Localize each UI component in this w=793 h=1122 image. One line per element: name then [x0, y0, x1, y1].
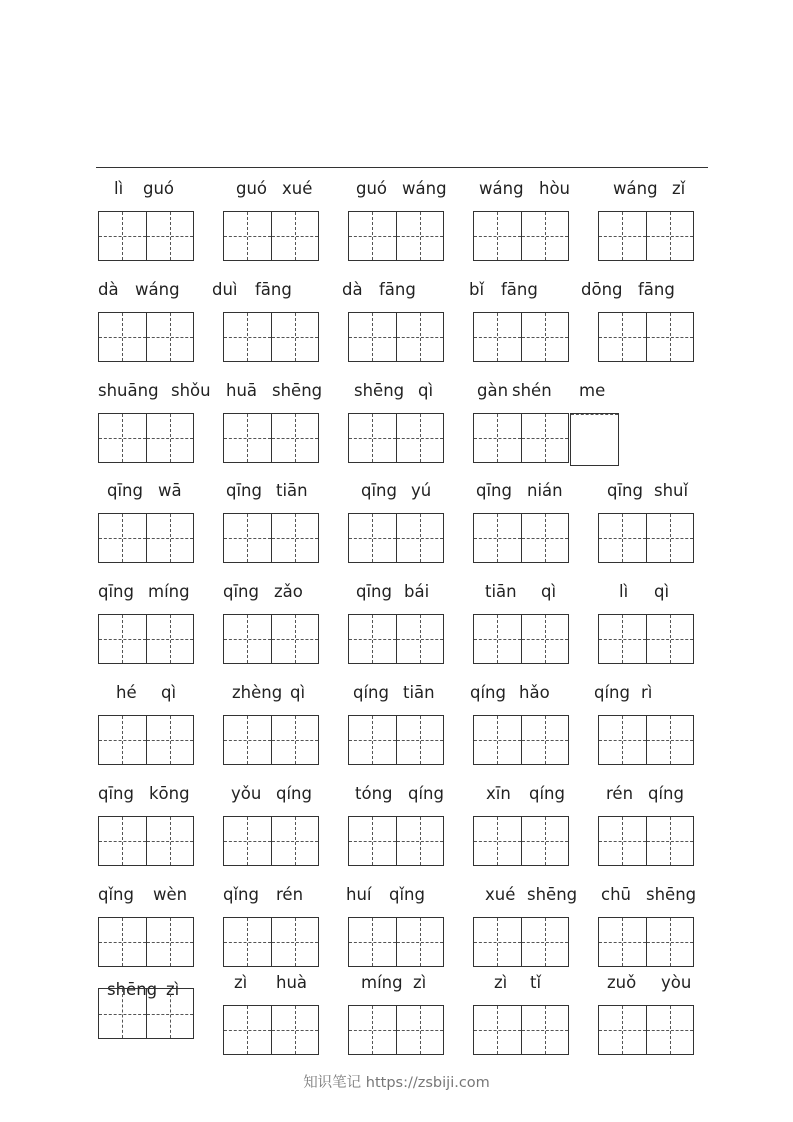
pinyin-syllable: shēng — [527, 885, 578, 904]
writing-cell — [474, 1006, 521, 1054]
writing-cell — [599, 716, 646, 764]
writing-box[interactable] — [223, 614, 319, 664]
writing-box[interactable] — [98, 211, 194, 261]
pinyin-syllable: zì — [413, 973, 427, 992]
writing-cell — [521, 212, 569, 260]
pinyin-syllable: qì — [290, 683, 306, 702]
writing-box[interactable] — [348, 715, 444, 765]
pinyin-syllable: míng — [361, 973, 403, 992]
pinyin-syllable: shuāng — [98, 381, 159, 400]
writing-cell — [224, 313, 271, 361]
writing-cell — [349, 212, 396, 260]
writing-cell — [271, 212, 319, 260]
writing-cell — [349, 918, 396, 966]
pinyin-syllable: shēng — [354, 381, 405, 400]
writing-cell — [349, 716, 396, 764]
pinyin-syllable: qīng — [107, 481, 143, 500]
writing-cell — [271, 817, 319, 865]
writing-cell — [99, 817, 146, 865]
writing-cell — [474, 615, 521, 663]
pinyin-syllable: qì — [654, 582, 670, 601]
writing-cell — [99, 989, 146, 1038]
writing-cell — [474, 716, 521, 764]
pinyin-syllable: qíng — [470, 683, 506, 702]
writing-cell — [646, 212, 694, 260]
pinyin-syllable: zhèng — [232, 683, 283, 702]
writing-cell — [396, 313, 444, 361]
writing-cell — [521, 615, 569, 663]
pinyin-syllable: rén — [606, 784, 634, 803]
writing-cell — [646, 1006, 694, 1054]
pinyin-syllable: dà — [342, 280, 363, 299]
writing-box[interactable] — [598, 816, 694, 866]
writing-cell — [599, 313, 646, 361]
writing-cell — [146, 918, 194, 966]
writing-cell — [474, 313, 521, 361]
pinyin-syllable: fāng — [638, 280, 675, 299]
writing-box[interactable] — [348, 1005, 444, 1055]
pinyin-syllable: qǐng — [389, 885, 425, 904]
writing-box[interactable] — [598, 917, 694, 967]
writing-box[interactable] — [223, 917, 319, 967]
writing-cell — [224, 514, 271, 562]
writing-cell — [271, 615, 319, 663]
pinyin-syllable: fāng — [255, 280, 292, 299]
writing-cell — [146, 817, 194, 865]
pinyin-syllable: hǎo — [519, 683, 550, 702]
pinyin-syllable: zǐ — [672, 179, 686, 198]
pinyin-syllable: wáng — [135, 280, 180, 299]
writing-box[interactable] — [223, 513, 319, 563]
writing-box[interactable] — [473, 614, 569, 664]
footer-watermark: 知识笔记 https://zsbiji.com — [303, 1075, 490, 1091]
writing-cell — [521, 414, 569, 462]
writing-box[interactable] — [348, 917, 444, 967]
writing-box[interactable] — [223, 312, 319, 362]
writing-cell — [646, 817, 694, 865]
pinyin-syllable: qì — [541, 582, 557, 601]
pinyin-syllable: lì — [619, 582, 629, 601]
pinyin-syllable: guó — [236, 179, 268, 198]
writing-box[interactable] — [598, 715, 694, 765]
pinyin-syllable: yǒu — [231, 784, 262, 803]
pinyin-syllable: qíng — [353, 683, 389, 702]
writing-box[interactable] — [348, 513, 444, 563]
writing-cell — [146, 414, 194, 462]
writing-cell — [646, 514, 694, 562]
pinyin-syllable: qīng — [476, 481, 512, 500]
pinyin-syllable: qīng — [356, 582, 392, 601]
writing-box[interactable] — [473, 715, 569, 765]
pinyin-syllable: míng — [148, 582, 190, 601]
pinyin-syllable: qǐng — [223, 885, 259, 904]
writing-box[interactable] — [473, 211, 569, 261]
writing-cell — [99, 514, 146, 562]
pinyin-syllable: rén — [276, 885, 304, 904]
writing-box[interactable] — [98, 917, 194, 967]
writing-cell — [146, 212, 194, 260]
pinyin-syllable: qīng — [98, 784, 134, 803]
pinyin-syllable: wáng — [613, 179, 658, 198]
writing-cell — [271, 414, 319, 462]
writing-cell — [521, 514, 569, 562]
pinyin-syllable: me — [579, 381, 606, 400]
writing-cell — [349, 1006, 396, 1054]
pinyin-syllable: zì — [494, 973, 508, 992]
writing-cell — [599, 514, 646, 562]
writing-box[interactable] — [348, 816, 444, 866]
writing-box[interactable] — [223, 816, 319, 866]
pinyin-syllable: wèn — [153, 885, 188, 904]
pinyin-syllable: qíng — [276, 784, 312, 803]
pinyin-syllable: shuǐ — [654, 481, 689, 500]
pinyin-syllable: lì — [114, 179, 124, 198]
writing-cell — [396, 1006, 444, 1054]
writing-cell — [271, 716, 319, 764]
writing-box[interactable] — [598, 312, 694, 362]
writing-cell — [396, 212, 444, 260]
writing-cell — [646, 615, 694, 663]
pinyin-syllable: dōng — [581, 280, 623, 299]
pinyin-syllable: hòu — [539, 179, 571, 198]
pinyin-syllable: gàn — [477, 381, 509, 400]
writing-cell — [349, 514, 396, 562]
writing-cell — [646, 313, 694, 361]
pinyin-syllable: qì — [418, 381, 434, 400]
pinyin-syllable: kōng — [149, 784, 190, 803]
pinyin-syllable: guó — [356, 179, 388, 198]
pinyin-syllable: duì — [212, 280, 238, 299]
writing-box[interactable] — [223, 715, 319, 765]
writing-cell — [99, 918, 146, 966]
pinyin-syllable: qīng — [361, 481, 397, 500]
pinyin-syllable: qíng — [408, 784, 444, 803]
writing-cell — [474, 414, 521, 462]
writing-cell — [146, 716, 194, 764]
writing-box[interactable] — [98, 413, 194, 463]
pinyin-syllable: wáng — [402, 179, 447, 198]
pinyin-syllable: zuǒ — [607, 973, 637, 992]
writing-cell — [474, 514, 521, 562]
writing-box[interactable] — [348, 211, 444, 261]
writing-box[interactable] — [98, 988, 194, 1039]
writing-cell — [521, 313, 569, 361]
writing-cell — [396, 817, 444, 865]
writing-cell — [599, 817, 646, 865]
pinyin-syllable: shēng — [107, 980, 158, 999]
pinyin-syllable: bǐ — [469, 280, 485, 299]
pinyin-syllable: dà — [98, 280, 119, 299]
writing-box[interactable] — [473, 312, 569, 362]
writing-cell — [599, 918, 646, 966]
writing-cell — [646, 716, 694, 764]
writing-cell — [396, 514, 444, 562]
writing-cell — [224, 615, 271, 663]
writing-cell — [349, 313, 396, 361]
pinyin-syllable: tiān — [276, 481, 308, 500]
pinyin-syllable: tiān — [403, 683, 435, 702]
writing-box[interactable] — [473, 1005, 569, 1055]
writing-cell — [599, 615, 646, 663]
writing-cell — [349, 817, 396, 865]
pinyin-syllable: shǒu — [171, 381, 211, 400]
writing-box[interactable] — [98, 513, 194, 563]
pinyin-syllable: yú — [411, 481, 432, 500]
writing-box[interactable] — [598, 513, 694, 563]
writing-cell — [99, 212, 146, 260]
writing-box[interactable] — [473, 513, 569, 563]
pinyin-syllable: huā — [226, 381, 258, 400]
pinyin-syllable: qǐng — [98, 885, 134, 904]
pinyin-syllable: chū — [601, 885, 631, 904]
writing-box[interactable] — [223, 1005, 319, 1055]
writing-cell — [474, 817, 521, 865]
pinyin-syllable: shén — [512, 381, 552, 400]
writing-box[interactable] — [598, 211, 694, 261]
writing-cell — [271, 1006, 319, 1054]
writing-box[interactable] — [348, 413, 444, 463]
writing-box[interactable] — [98, 312, 194, 362]
writing-cell — [474, 212, 521, 260]
pinyin-syllable: yòu — [661, 973, 692, 992]
writing-cell — [474, 918, 521, 966]
writing-cell — [646, 918, 694, 966]
writing-cell — [224, 414, 271, 462]
pinyin-syllable: qīng — [607, 481, 643, 500]
writing-cell — [521, 918, 569, 966]
writing-box[interactable] — [223, 413, 319, 463]
pinyin-syllable: tóng — [355, 784, 393, 803]
writing-cell — [146, 313, 194, 361]
writing-cell — [349, 414, 396, 462]
writing-cell — [521, 1006, 569, 1054]
writing-cell — [521, 817, 569, 865]
pinyin-syllable: tiān — [485, 582, 517, 601]
pinyin-syllable: shēng — [272, 381, 323, 400]
pinyin-syllable: huà — [276, 973, 308, 992]
writing-cell — [599, 1006, 646, 1054]
pinyin-syllable: rì — [641, 683, 653, 702]
pinyin-syllable: qì — [161, 683, 177, 702]
pinyin-syllable: bái — [404, 582, 430, 601]
pinyin-syllable: qīng — [226, 481, 262, 500]
writing-cell — [99, 414, 146, 462]
pinyin-syllable: wā — [158, 481, 182, 500]
pinyin-syllable: zì — [234, 973, 248, 992]
pinyin-syllable: guó — [143, 179, 175, 198]
writing-box[interactable] — [598, 614, 694, 664]
writing-cell — [224, 918, 271, 966]
pinyin-syllable: qīng — [98, 582, 134, 601]
writing-cell — [224, 817, 271, 865]
writing-cell — [224, 1006, 271, 1054]
writing-cell — [396, 615, 444, 663]
writing-box[interactable] — [348, 614, 444, 664]
pinyin-syllable: tǐ — [530, 973, 542, 992]
writing-box[interactable] — [98, 614, 194, 664]
writing-box-extra[interactable] — [570, 413, 619, 466]
writing-cell — [396, 716, 444, 764]
writing-box[interactable] — [473, 816, 569, 866]
pinyin-syllable: huí — [346, 885, 372, 904]
writing-box[interactable] — [348, 312, 444, 362]
writing-cell — [99, 615, 146, 663]
pinyin-syllable: hé — [116, 683, 137, 702]
pinyin-syllable: wáng — [479, 179, 524, 198]
writing-cell — [271, 514, 319, 562]
writing-cell — [349, 615, 396, 663]
pinyin-syllable: zǎo — [274, 582, 303, 601]
pinyin-syllable: qíng — [594, 683, 630, 702]
writing-cell — [224, 212, 271, 260]
writing-box[interactable] — [473, 917, 569, 967]
pinyin-syllable: nián — [527, 481, 563, 500]
writing-cell — [146, 514, 194, 562]
pinyin-syllable: qīng — [223, 582, 259, 601]
writing-cell — [271, 313, 319, 361]
pinyin-syllable: zì — [166, 980, 180, 999]
pinyin-syllable: qíng — [648, 784, 684, 803]
writing-cell — [271, 918, 319, 966]
writing-cell — [99, 313, 146, 361]
writing-box[interactable] — [223, 211, 319, 261]
writing-cell — [146, 615, 194, 663]
writing-cell — [396, 918, 444, 966]
pinyin-syllable: xué — [282, 179, 313, 198]
header-rule — [96, 167, 708, 168]
pinyin-syllable: fāng — [501, 280, 538, 299]
pinyin-syllable: qíng — [529, 784, 565, 803]
writing-cell — [146, 989, 194, 1038]
writing-box[interactable] — [98, 816, 194, 866]
writing-box[interactable] — [598, 1005, 694, 1055]
writing-box[interactable] — [98, 715, 194, 765]
pinyin-syllable: xīn — [486, 784, 511, 803]
writing-cell — [521, 716, 569, 764]
writing-cell — [99, 716, 146, 764]
writing-cell — [396, 414, 444, 462]
writing-box[interactable] — [473, 413, 569, 463]
writing-cell — [224, 716, 271, 764]
writing-cell — [599, 212, 646, 260]
pinyin-syllable: fāng — [379, 280, 416, 299]
pinyin-syllable: shēng — [646, 885, 697, 904]
pinyin-syllable: xué — [485, 885, 516, 904]
